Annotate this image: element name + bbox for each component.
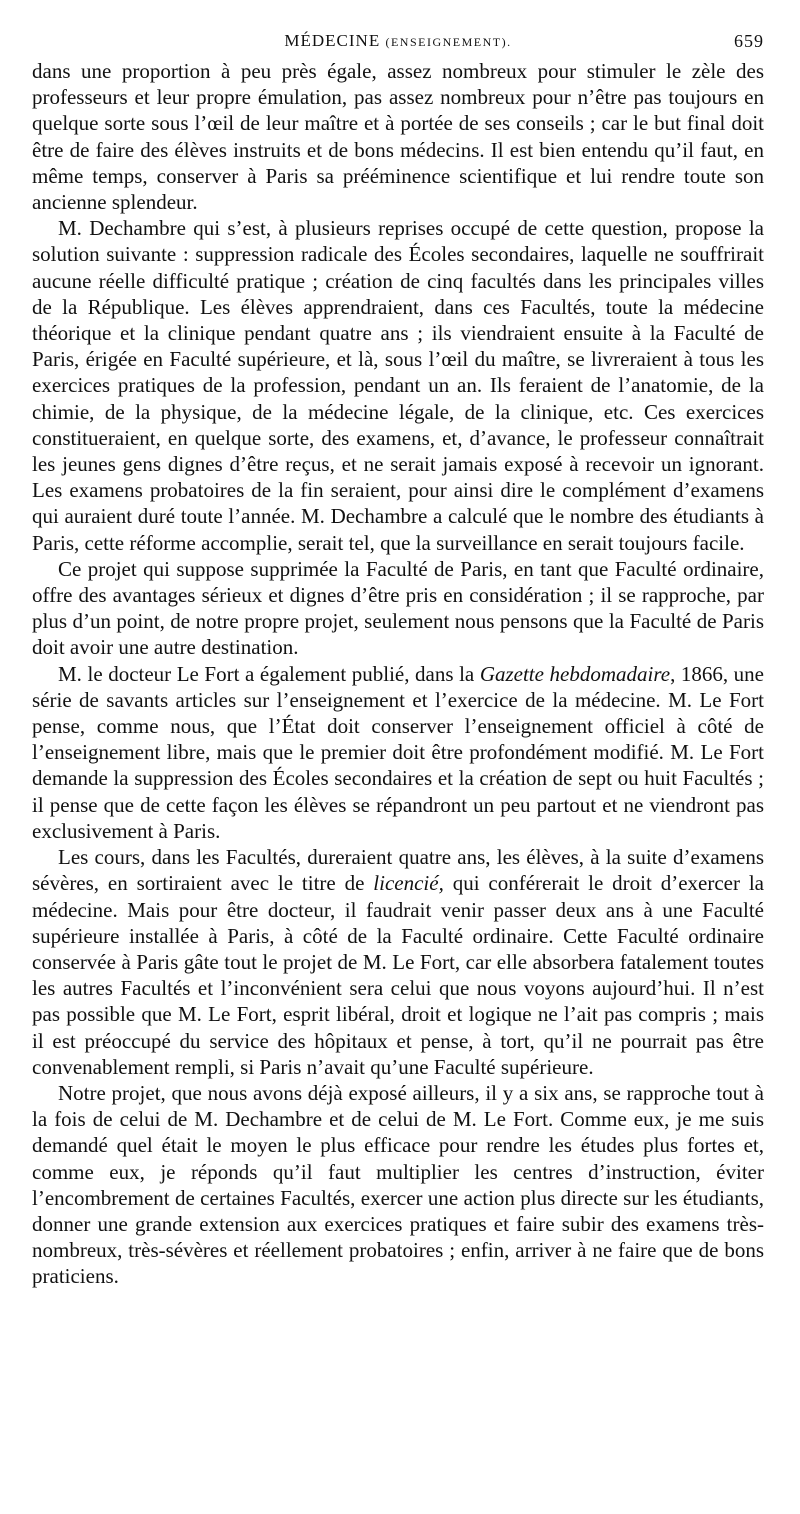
journal-title: Gazette hebdomadaire: [479, 661, 671, 686]
running-title-main: MÉDECINE: [284, 31, 381, 50]
paragraph-le-fort: [32, 661, 764, 844]
paragraph-cours: [32, 844, 764, 1080]
paragraph-notre-projet: Notre projet, que nous avons déjà exposé ailleurs, il y a six ans, se rapproche tout à la fois de celui de M. Dechambre et de celui de M. Le Fort. Comme eux, je me suis demandé quel était le moyen le plus efficace pour rendre les études plus fortes et, comme eux, je réponds qu’il faut multiplier les centres d’instruction, éviter l’encombrement de certaines Facultés, exercer une action plus directe sur les étudiants, donner une grande extension aux exercices pratiques et faire subir des examens très-nombreux, très-sévères et réellement probatoires ; enfin, arriver à ne faire que de bons praticiens.: [32, 1080, 764, 1289]
running-title: [32, 31, 764, 51]
body-text: [32, 58, 764, 1290]
running-head: [32, 28, 764, 58]
paragraph-text: Les cours, dans les Facultés, dureraient quatre ans, les élèves, à la suite d’examens sévères, en sortiraient avec le titre de: [32, 845, 764, 896]
running-title-subtitle: (ENSEIGNEMENT).: [385, 35, 512, 49]
degree-title: licencié,: [373, 871, 444, 896]
paragraph-continuation: dans une proportion à peu près égale, assez nombreux pour stimuler le zèle des professeurs et leur propre émulation, pas assez nombreux pour n’être pas toujours en quelque sorte sous l’œil de leur maître et à portée de ses conseils ; car le but final doit être de faire des élèves instruits et de bons médecins. Il est bien entendu qu’il faut, en même temps, conserver à Paris sa prééminence scientifique et lui rendre toute son ancienne splendeur.: [32, 59, 764, 215]
paragraph-text: qui conférerait le droit d’exercer la médecine. Mais pour être docteur, il faudrait venir passer deux ans à une Faculté supérieure installée à Paris, à côté de la Faculté ordinaire. Cette Faculté ordinaire conservée à Paris gâte tout le projet de M. Le Fort, car elle absorbera fatalement toutes les autres Facultés et l’inconvénient sera celui que nous voyons aujourd’hui. Il n’est pas possible que M. Le Fort, esprit libéral, droit et logique ne l’ait pas compris ; mais il est préoccupé du service des hôpitaux et pense, à tort, qu’il ne pourrait pas être convenablement rempli, si Paris n’avait qu’une Faculté supérieure.: [32, 871, 764, 1079]
paragraph-text: M. le docteur Le Fort a également publié, dans la: [58, 661, 480, 686]
page-number: 659: [734, 31, 764, 51]
paragraph-dechambre: M. Dechambre qui s’est, à plusieurs reprises occupé de cette question, propose la solution suivante : suppression radicale des Écoles secondaires, laquelle ne souffrirait aucune réelle difficulté pratique ; création de cinq facultés dans les principales villes de la République. Les élèves apprendraient, dans ces Facultés, toute la médecine théorique et la clinique pendant quatre ans ; ils viendraient ensuite à la Faculté de Paris, érigée en Faculté supérieure, et là, sous l’œil du maître, se livreraient à tous les exercices pratiques de la profession, pendant un an. Ils feraient de l’anatomie, de la chimie, de la physique, de la médecine légale, de la clinique, etc. Ces exercices constitueraient, en quelque sorte, des examens, et, d’avance, le professeur connaîtrait les jeunes gens dignes d’être reçus, et ne serait jamais exposé à recevoir un ignorant. Les examens probatoires de la fin seraient, pour ainsi dire le complément d’examens qui auraient duré toute l’année. M. Dechambre a calculé que le nombre des étudiants à Paris, cette réforme accomplie, serait tel, que la surveillance en serait toujours facile.: [32, 216, 764, 555]
paragraph-text: , 1866, une série de savants articles sur l’enseignement et l’exercice de la médecine. M. Le Fort pense, comme nous, que l’État doit conserver l’enseignement officiel à côté de l’enseignement libre, mais que le premier doit être profondément modifié. M. Le Fort demande la suppression des Écoles secondaires et la création de sept ou huit Facultés ; il pense que de cette façon les élèves se répandront un peu partout et ne viendront pas exclusivement à Paris.: [32, 661, 765, 843]
document-page: [32, 28, 764, 1290]
paragraph-projet: Ce projet qui suppose supprimée la Faculté de Paris, en tant que Faculté ordinaire, offre des avantages sérieux et dignes d’être pris en considération ; il se rapproche, par plus d’un point, de notre propre projet, seulement nous pensons que la Faculté de Paris doit avoir une autre destination.: [32, 556, 764, 660]
